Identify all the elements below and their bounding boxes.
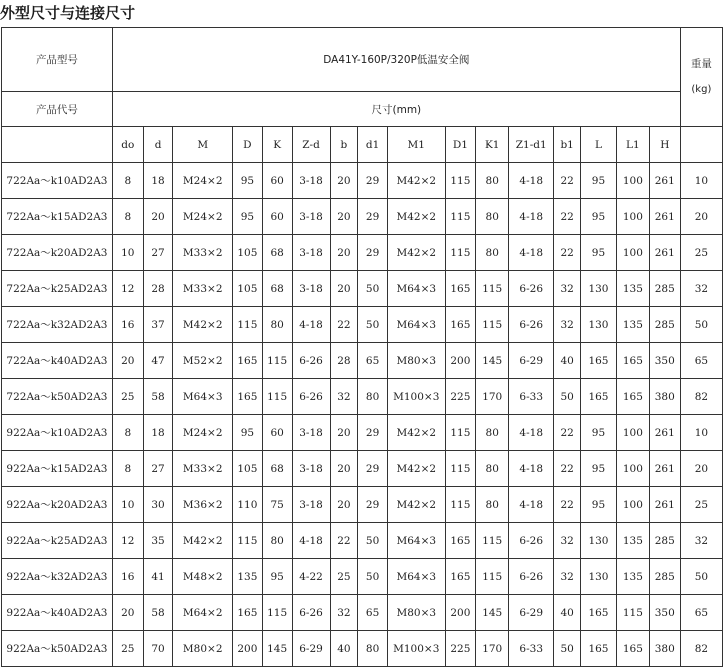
table-cell: 165	[581, 343, 617, 379]
table-cell: M52×2	[173, 343, 233, 379]
table-cell: 135	[616, 559, 649, 595]
model-value: DA41Y-160P/320P低温安全阀	[112, 28, 680, 92]
table-cell: 95	[233, 415, 263, 451]
table-cell: 10	[112, 235, 143, 271]
table-cell: 6-29	[292, 631, 330, 667]
table-cell: 115	[476, 559, 509, 595]
table-cell: 41	[143, 559, 173, 595]
table-cell: 105	[233, 235, 263, 271]
weight-cell: 10	[680, 415, 722, 451]
weight-cell: 65	[680, 343, 722, 379]
table-cell: 100	[616, 163, 649, 199]
table-cell: M64×3	[388, 307, 446, 343]
table-cell: 16	[112, 307, 143, 343]
table-row	[2, 379, 723, 415]
table-cell: M42×2	[388, 163, 446, 199]
table-cell: 4-18	[509, 451, 554, 487]
table-cell: 80	[262, 523, 292, 559]
table-cell: 4-18	[509, 199, 554, 235]
weight-cell: 50	[680, 559, 722, 595]
table-cell: 261	[649, 199, 680, 235]
table-cell: 20	[330, 415, 358, 451]
table-cell: 22	[554, 235, 581, 271]
table-cell: 50	[554, 379, 581, 415]
product-code-cell: 722Aa～k10AD2A3	[2, 163, 113, 199]
table-cell: 22	[330, 307, 358, 343]
table-row	[2, 415, 723, 451]
table-cell: 105	[233, 451, 263, 487]
table-cell: M64×3	[173, 379, 233, 415]
table-cell: 165	[445, 271, 476, 307]
table-cell: 115	[445, 163, 476, 199]
table-cell: 22	[330, 523, 358, 559]
column-header: M1	[388, 127, 446, 163]
table-cell: M42×2	[173, 523, 233, 559]
table-cell: 261	[649, 415, 680, 451]
product-code-cell: 922Aa～k20AD2A3	[2, 487, 113, 523]
table-cell: M42×2	[388, 487, 446, 523]
table-cell: 58	[143, 595, 173, 631]
table-cell: 95	[581, 415, 617, 451]
table-cell: 29	[358, 199, 388, 235]
product-code-cell: 722Aa～k15AD2A3	[2, 199, 113, 235]
table-cell: 4-18	[292, 523, 330, 559]
table-cell: 22	[554, 163, 581, 199]
table-cell: 22	[554, 487, 581, 523]
table-cell: 130	[581, 307, 617, 343]
table-cell: 20	[330, 235, 358, 271]
table-cell: 95	[233, 163, 263, 199]
table-cell: 80	[476, 415, 509, 451]
table-cell: 8	[112, 451, 143, 487]
product-code-cell: 722Aa～k50AD2A3	[2, 379, 113, 415]
table-cell: 3-18	[292, 163, 330, 199]
table-cell: 12	[112, 523, 143, 559]
table-cell: 135	[616, 523, 649, 559]
table-cell: 6-26	[509, 271, 554, 307]
table-cell: 165	[616, 631, 649, 667]
table-cell: 70	[143, 631, 173, 667]
table-cell: 145	[476, 343, 509, 379]
table-cell: 22	[554, 199, 581, 235]
column-header-blank	[2, 127, 113, 163]
table-row	[2, 163, 723, 199]
table-cell: M64×2	[173, 595, 233, 631]
table-cell: M33×2	[173, 235, 233, 271]
table-cell: 165	[445, 307, 476, 343]
table-cell: M33×2	[173, 451, 233, 487]
table-cell: 50	[358, 523, 388, 559]
column-header: d1	[358, 127, 388, 163]
table-cell: 130	[581, 559, 617, 595]
table-cell: 80	[262, 307, 292, 343]
table-cell: 6-26	[509, 523, 554, 559]
table-cell: 35	[143, 523, 173, 559]
table-cell: 37	[143, 307, 173, 343]
table-row	[2, 595, 723, 631]
table-cell: 20	[330, 487, 358, 523]
table-cell: 380	[649, 379, 680, 415]
table-cell: 165	[581, 379, 617, 415]
table-cell: M42×2	[388, 199, 446, 235]
column-header: D	[233, 127, 263, 163]
weight-cell: 82	[680, 379, 722, 415]
table-cell: 165	[445, 523, 476, 559]
table-cell: 29	[358, 451, 388, 487]
weight-cell: 32	[680, 523, 722, 559]
weight-label: 重量	[690, 58, 712, 70]
table-cell: 170	[476, 379, 509, 415]
table-row	[2, 451, 723, 487]
table-cell: 25	[112, 631, 143, 667]
table-cell: 40	[554, 343, 581, 379]
table-cell: 3-18	[292, 487, 330, 523]
table-cell: 4-18	[509, 487, 554, 523]
table-cell: 32	[554, 307, 581, 343]
column-header: L	[581, 127, 617, 163]
table-cell: 29	[358, 235, 388, 271]
table-cell: 28	[143, 271, 173, 307]
table-cell: 165	[233, 343, 263, 379]
table-cell: 80	[476, 199, 509, 235]
table-cell: 25	[112, 379, 143, 415]
table-cell: 115	[262, 379, 292, 415]
table-cell: 200	[445, 595, 476, 631]
table-cell: 115	[233, 523, 263, 559]
product-code-cell: 722Aa～k32AD2A3	[2, 307, 113, 343]
weight-cell: 65	[680, 595, 722, 631]
table-cell: 65	[358, 343, 388, 379]
table-cell: 32	[554, 559, 581, 595]
table-row	[2, 487, 723, 523]
table-row	[2, 199, 723, 235]
column-header: L1	[616, 127, 649, 163]
table-cell: 75	[262, 487, 292, 523]
table-cell: M100×3	[388, 631, 446, 667]
column-header: b1	[554, 127, 581, 163]
table-cell: 135	[616, 307, 649, 343]
code-label: 产品代号	[2, 92, 113, 127]
table-cell: 6-26	[509, 559, 554, 595]
table-cell: 80	[476, 163, 509, 199]
column-header: M	[173, 127, 233, 163]
table-cell: 225	[445, 631, 476, 667]
table-cell: 30	[143, 487, 173, 523]
table-cell: 3-18	[292, 199, 330, 235]
column-header: b	[330, 127, 358, 163]
table-cell: 6-26	[292, 595, 330, 631]
column-header: Z1-d1	[509, 127, 554, 163]
table-cell: 100	[616, 199, 649, 235]
table-cell: 6-29	[509, 343, 554, 379]
product-code-cell: 722Aa～k20AD2A3	[2, 235, 113, 271]
table-cell: 115	[233, 307, 263, 343]
table-cell: 170	[476, 631, 509, 667]
table-row	[2, 631, 723, 667]
table-cell: 58	[143, 379, 173, 415]
table-cell: 20	[112, 595, 143, 631]
table-cell: 105	[233, 271, 263, 307]
table-cell: 80	[476, 235, 509, 271]
table-cell: 130	[581, 271, 617, 307]
weight-cell: 32	[680, 271, 722, 307]
table-cell: 32	[330, 379, 358, 415]
table-cell: 32	[554, 523, 581, 559]
table-cell: M24×2	[173, 163, 233, 199]
table-cell: 18	[143, 163, 173, 199]
table-cell: M64×3	[388, 523, 446, 559]
table-row	[2, 235, 723, 271]
table-cell: 165	[581, 631, 617, 667]
weight-cell: 82	[680, 631, 722, 667]
table-cell: 6-26	[509, 307, 554, 343]
header-row-code	[2, 92, 723, 127]
table-cell: 165	[616, 379, 649, 415]
table-cell: 100	[616, 451, 649, 487]
table-cell: 40	[330, 631, 358, 667]
table-cell: M42×2	[388, 235, 446, 271]
table-row	[2, 343, 723, 379]
table-cell: 165	[581, 595, 617, 631]
table-cell: 100	[616, 415, 649, 451]
table-cell: 80	[476, 451, 509, 487]
table-cell: 3-18	[292, 451, 330, 487]
table-cell: 60	[262, 163, 292, 199]
table-cell: 25	[330, 559, 358, 595]
table-cell: M33×2	[173, 271, 233, 307]
table-cell: 68	[262, 235, 292, 271]
table-cell: 145	[476, 595, 509, 631]
table-cell: M80×3	[388, 343, 446, 379]
product-code-cell: 722Aa～k40AD2A3	[2, 343, 113, 379]
table-cell: 68	[262, 271, 292, 307]
table-cell: 80	[358, 631, 388, 667]
table-cell: 261	[649, 487, 680, 523]
product-code-cell: 922Aa～k50AD2A3	[2, 631, 113, 667]
table-row	[2, 559, 723, 595]
table-cell: 8	[112, 415, 143, 451]
table-cell: 68	[262, 451, 292, 487]
table-cell: 95	[262, 559, 292, 595]
table-cell: 285	[649, 523, 680, 559]
table-cell: 29	[358, 163, 388, 199]
table-cell: 95	[581, 235, 617, 271]
table-cell: 50	[358, 271, 388, 307]
table-cell: 145	[262, 631, 292, 667]
table-cell: 22	[554, 415, 581, 451]
table-cell: 50	[358, 307, 388, 343]
table-cell: 8	[112, 199, 143, 235]
page-title: 外型尺寸与连接尺寸	[0, 4, 136, 22]
table-cell: M42×2	[388, 451, 446, 487]
table-cell: 350	[649, 595, 680, 631]
table-cell: 285	[649, 307, 680, 343]
table-cell: 4-18	[509, 415, 554, 451]
column-header-blank	[680, 127, 722, 163]
table-cell: 6-33	[509, 379, 554, 415]
table-cell: 6-26	[292, 379, 330, 415]
column-header: Z-d	[292, 127, 330, 163]
table-cell: 115	[476, 307, 509, 343]
weight-cell: 50	[680, 307, 722, 343]
table-cell: 115	[445, 199, 476, 235]
header-row-model	[2, 28, 723, 92]
product-code-cell: 922Aa～k32AD2A3	[2, 559, 113, 595]
table-cell: 165	[233, 379, 263, 415]
table-cell: M64×3	[388, 559, 446, 595]
table-cell: M36×2	[173, 487, 233, 523]
table-cell: 20	[330, 199, 358, 235]
column-header: K	[262, 127, 292, 163]
table-cell: 16	[112, 559, 143, 595]
table-cell: 261	[649, 235, 680, 271]
table-cell: 12	[112, 271, 143, 307]
table-cell: 200	[233, 631, 263, 667]
table-cell: 115	[445, 451, 476, 487]
table-cell: 100	[616, 487, 649, 523]
model-label: 产品型号	[2, 28, 113, 92]
weight-header	[680, 28, 722, 127]
table-cell: 65	[358, 595, 388, 631]
table-cell: 22	[554, 451, 581, 487]
table-cell: M80×2	[173, 631, 233, 667]
table-cell: 80	[358, 379, 388, 415]
table-row	[2, 307, 723, 343]
table-cell: 115	[445, 487, 476, 523]
table-cell: 4-22	[292, 559, 330, 595]
table-cell: 261	[649, 451, 680, 487]
table-cell: 261	[649, 163, 680, 199]
table-cell: M24×2	[173, 415, 233, 451]
table-cell: M100×3	[388, 379, 446, 415]
table-cell: 115	[445, 415, 476, 451]
table-cell: M48×2	[173, 559, 233, 595]
table-cell: 4-18	[509, 235, 554, 271]
table-cell: 4-18	[292, 307, 330, 343]
table-cell: 110	[233, 487, 263, 523]
table-row	[2, 271, 723, 307]
table-cell: M80×3	[388, 595, 446, 631]
table-cell: 95	[581, 451, 617, 487]
table-cell: 95	[581, 487, 617, 523]
table-cell: 20	[330, 451, 358, 487]
table-cell: 32	[554, 271, 581, 307]
table-cell: 29	[358, 415, 388, 451]
table-cell: 115	[476, 271, 509, 307]
table-cell: 100	[616, 235, 649, 271]
table-cell: 115	[445, 235, 476, 271]
table-cell: 80	[476, 487, 509, 523]
table-cell: 20	[330, 163, 358, 199]
table-cell: 350	[649, 343, 680, 379]
table-cell: 8	[112, 163, 143, 199]
table-cell: 29	[358, 487, 388, 523]
table-cell: 4-18	[509, 163, 554, 199]
table-cell: 10	[112, 487, 143, 523]
table-cell: 115	[616, 595, 649, 631]
table-cell: 27	[143, 235, 173, 271]
column-header: K1	[476, 127, 509, 163]
weight-cell: 20	[680, 199, 722, 235]
table-cell: M64×3	[388, 271, 446, 307]
weight-cell: 20	[680, 451, 722, 487]
table-cell: M42×2	[388, 415, 446, 451]
table-cell: 3-18	[292, 415, 330, 451]
table-cell: 115	[262, 343, 292, 379]
table-cell: 200	[445, 343, 476, 379]
table-cell: 6-33	[509, 631, 554, 667]
weight-cell: 25	[680, 487, 722, 523]
table-cell: M42×2	[173, 307, 233, 343]
table-cell: M24×2	[173, 199, 233, 235]
dims-label: 尺寸(mm)	[112, 92, 680, 127]
table-cell: 165	[616, 343, 649, 379]
column-header: D1	[445, 127, 476, 163]
table-cell: 285	[649, 559, 680, 595]
table-cell: 130	[581, 523, 617, 559]
table-cell: 47	[143, 343, 173, 379]
table-cell: 20	[143, 199, 173, 235]
product-code-cell: 922Aa～k25AD2A3	[2, 523, 113, 559]
table-cell: 20	[330, 271, 358, 307]
table-cell: 115	[476, 523, 509, 559]
table-cell: 6-29	[509, 595, 554, 631]
product-code-cell: 922Aa～k10AD2A3	[2, 415, 113, 451]
table-cell: 18	[143, 415, 173, 451]
table-cell: 225	[445, 379, 476, 415]
table-cell: 95	[581, 163, 617, 199]
table-cell: 6-26	[292, 343, 330, 379]
table-cell: 28	[330, 343, 358, 379]
weight-unit: (kg)	[691, 84, 712, 95]
table-cell: 95	[233, 199, 263, 235]
table-cell: 60	[262, 415, 292, 451]
table-cell: 20	[112, 343, 143, 379]
table-cell: 95	[581, 199, 617, 235]
product-code-cell: 722Aa～k25AD2A3	[2, 271, 113, 307]
table-cell: 60	[262, 199, 292, 235]
table-body	[2, 28, 723, 667]
column-header-row	[2, 127, 723, 163]
spec-table	[1, 27, 723, 667]
table-cell: 135	[233, 559, 263, 595]
table-cell: 380	[649, 631, 680, 667]
product-code-cell: 922Aa～k40AD2A3	[2, 595, 113, 631]
table-cell: 50	[554, 631, 581, 667]
table-cell: 3-18	[292, 271, 330, 307]
table-cell: 3-18	[292, 235, 330, 271]
table-cell: 50	[358, 559, 388, 595]
table-cell: 40	[554, 595, 581, 631]
product-code-cell: 922Aa～k15AD2A3	[2, 451, 113, 487]
column-header: do	[112, 127, 143, 163]
weight-cell: 10	[680, 163, 722, 199]
table-cell: 32	[330, 595, 358, 631]
weight-cell: 25	[680, 235, 722, 271]
table-row	[2, 523, 723, 559]
table-cell: 27	[143, 451, 173, 487]
column-header: d	[143, 127, 173, 163]
table-cell: 135	[616, 271, 649, 307]
table-cell: 165	[233, 595, 263, 631]
table-cell: 115	[262, 595, 292, 631]
column-header: H	[649, 127, 680, 163]
table-cell: 285	[649, 271, 680, 307]
table-cell: 165	[445, 559, 476, 595]
